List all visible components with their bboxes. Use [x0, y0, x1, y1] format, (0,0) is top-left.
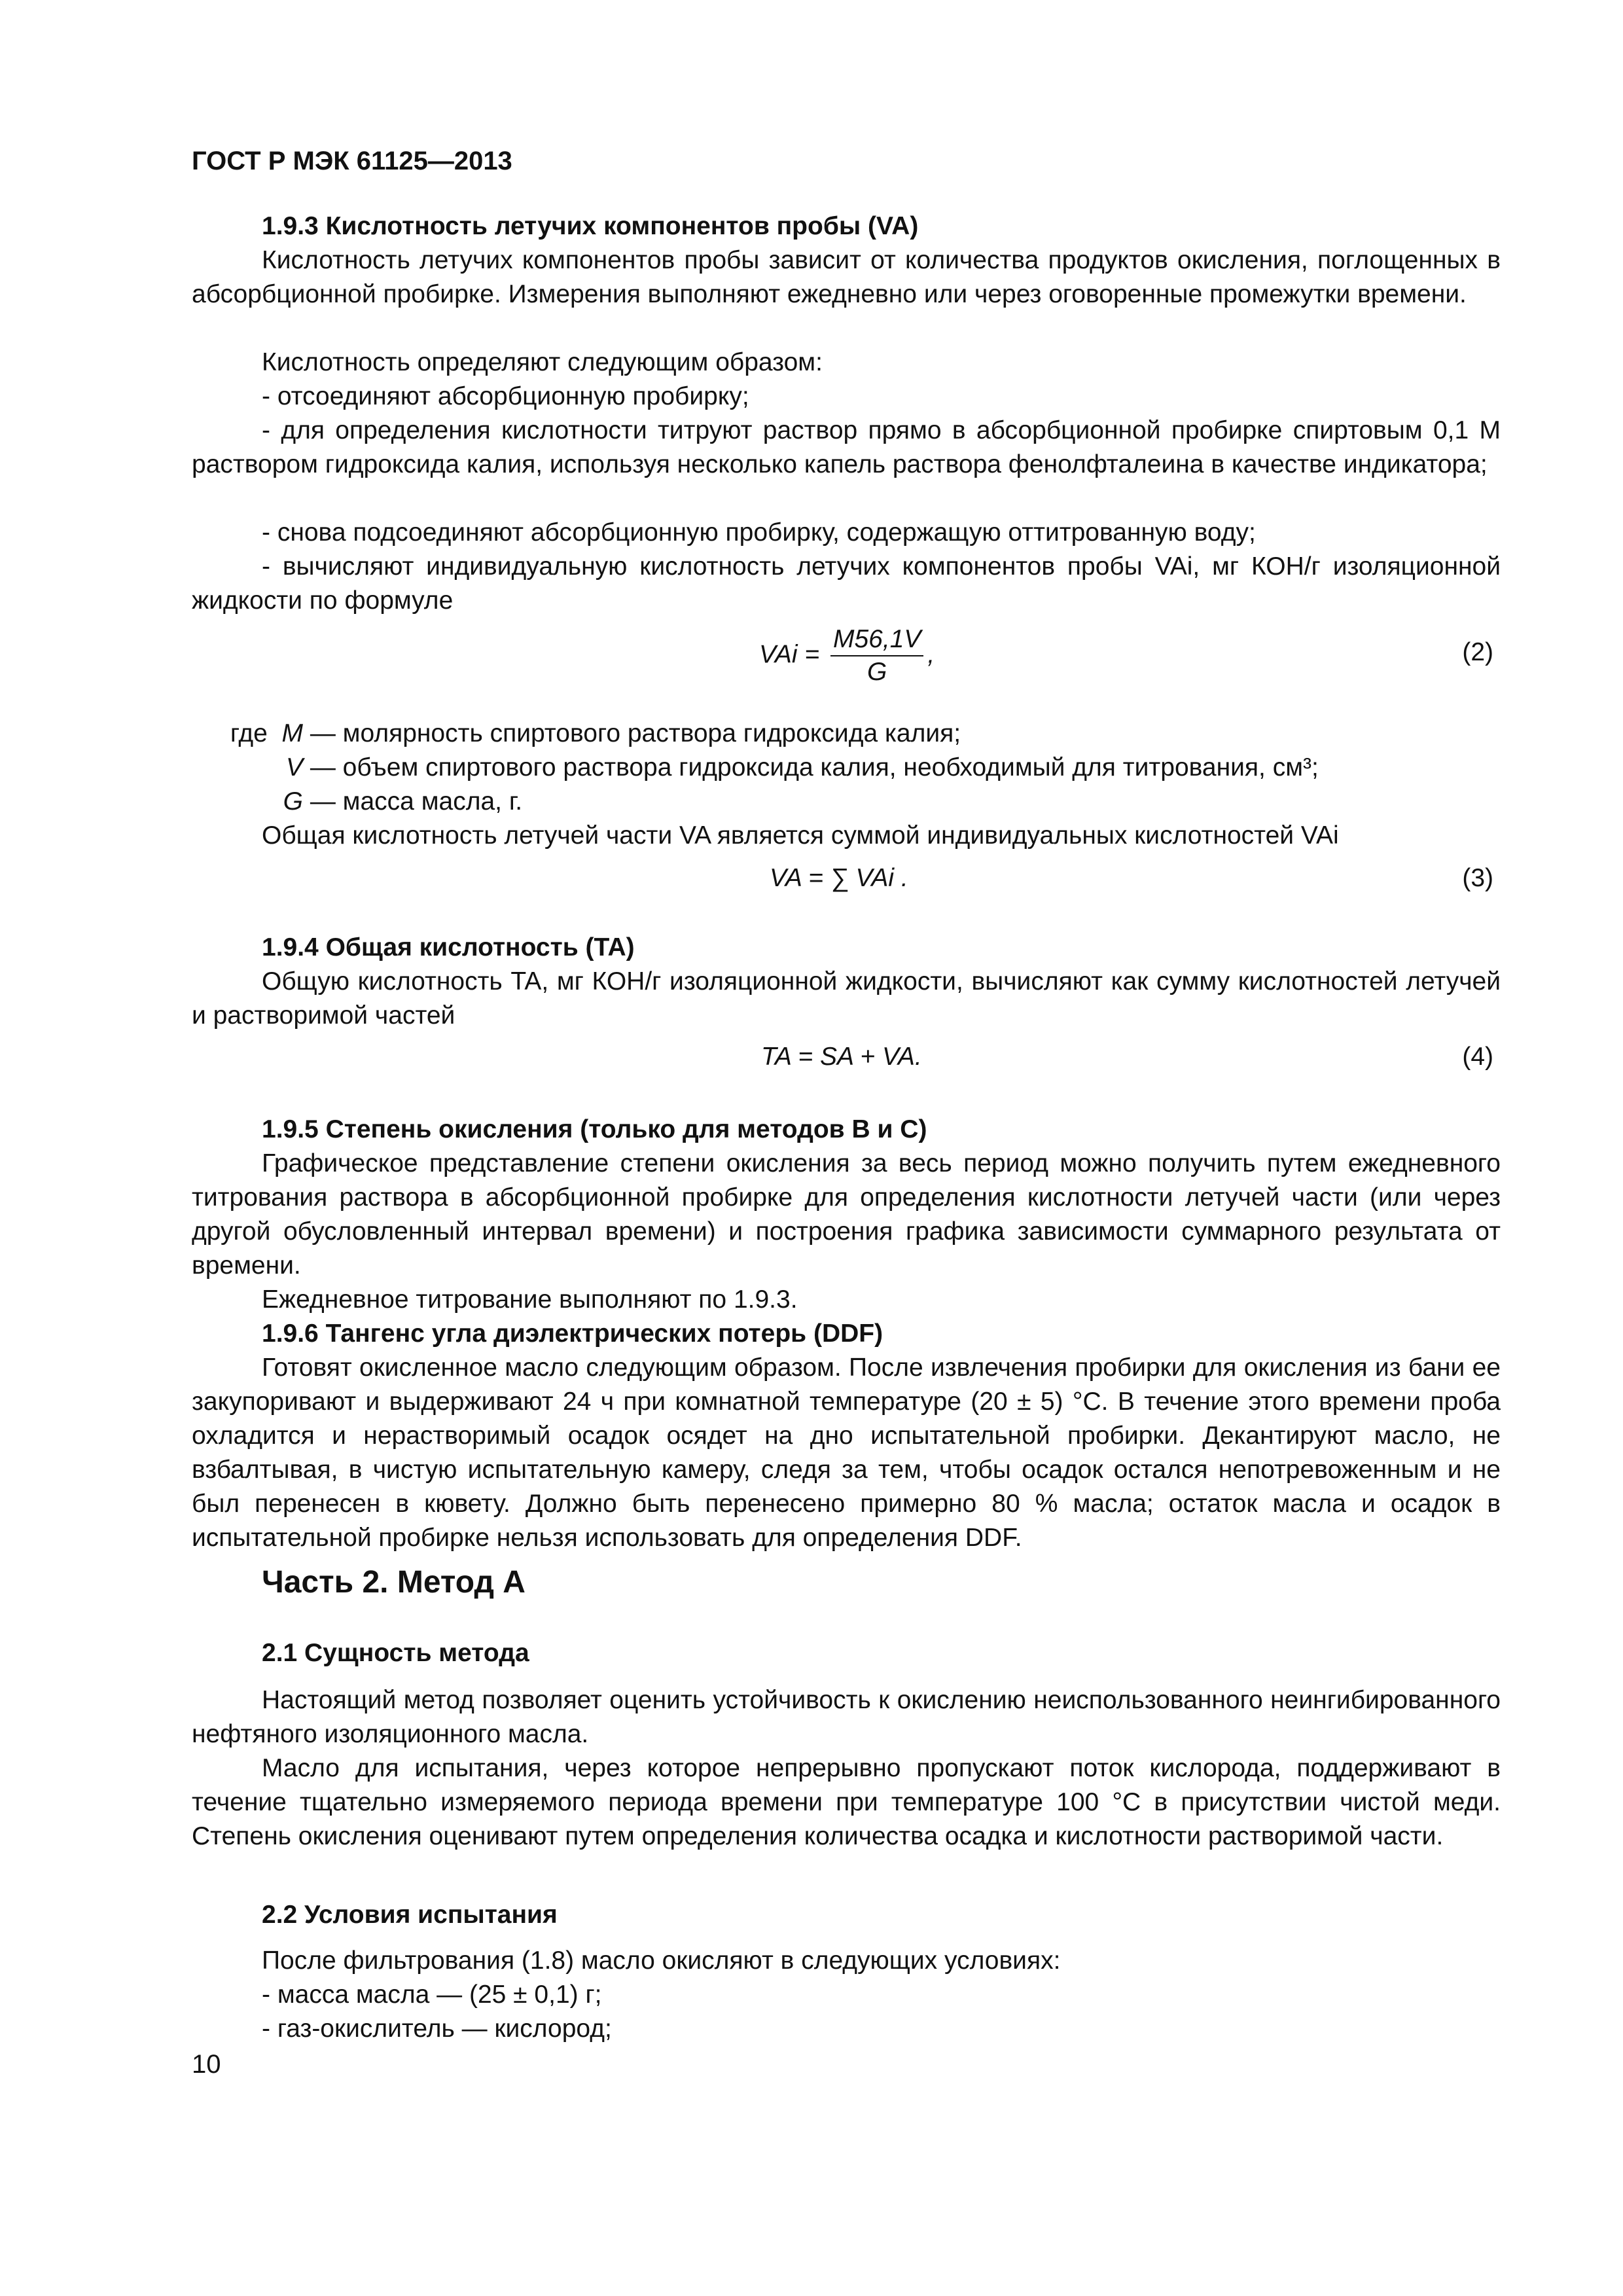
paragraph: Готовят окисленное масло следующим образом. После извлечения пробирки для окисления из бани ее закупоривают и выдерживают 24 ч при комнатной температуре (20 ± 5) °С. В течение этого времени проба охладится и нерастворимый осадок осядет на дно испытательной пробирки. Декантируют масло, не взбалтывая, в чистую испытательную камеру, следя за тем, чтобы осадок остался непотревоженным и не был перенесен в кювету. Должно быть перенесено примерно 80 % масла; остаток масла и осадок в испытательной пробирке нельзя использовать для определения DDF. — [192, 1354, 1501, 1552]
paragraph: Общая кислотность летучей части VA является суммой индивидуальных кислотностей VAi — [262, 821, 1339, 850]
definition-prefix: где — [230, 719, 268, 747]
page-number: 10 — [192, 2050, 221, 2079]
formula-tail: , — [927, 640, 935, 669]
definition-row — [192, 785, 1319, 819]
formula-number: (4) — [1462, 1043, 1493, 1071]
paragraph: После фильтрования (1.8) масло окисляют в следующих условиях: — [262, 1946, 1061, 1975]
section-heading-2-2: 2.2 Условия испытания — [262, 1901, 558, 1929]
definition-text: — молярность спиртового раствора гидроксида калия; — [310, 719, 961, 747]
section-heading-1-9-6: 1.9.6 Тангенс угла диэлектрических потерь (DDF) — [262, 1319, 883, 1348]
part-title: Часть 2. Метод А — [262, 1565, 526, 1600]
formula-2 — [759, 625, 935, 687]
formula-lhs: VAi = — [759, 640, 820, 669]
document-header: ГОСТ Р МЭК 61125—2013 — [192, 147, 512, 175]
formula-3: VA = ∑ VAi . — [770, 864, 908, 892]
paragraph: Ежедневное титрование выполняют по 1.9.3. — [262, 1285, 798, 1314]
section-heading-1-9-5: 1.9.5 Степень окисления (только для методов В и С) — [262, 1115, 927, 1143]
formula-fraction — [830, 625, 923, 687]
list-item: - снова подсоединяют абсорбционную пробирку, содержащую оттитрованную воду; — [262, 518, 1256, 547]
formula-number: (2) — [1462, 638, 1493, 666]
paragraph: Настоящий метод позволяет оценить устойчивость к окислению неиспользованного неингибированного нефтяного изоляционного масла. — [192, 1686, 1501, 1748]
paragraph: Кислотность летучих компонентов пробы зависит от количества продуктов окисления, поглощенных в абсорбционной пробирке. Измерения выполняют ежедневно или через оговоренные промежутки времени. — [192, 246, 1501, 308]
paragraph: Общую кислотность TA, мг КОН/г изоляционной жидкости, вычисляют как сумму кислотностей летучей и растворимой частей — [192, 967, 1501, 1030]
formula-numerator: M56,1V — [830, 625, 923, 656]
definition-symbol: M — [281, 719, 303, 747]
list-item: - газ-окислитель — кислород; — [262, 2015, 612, 2043]
section-heading-2-1: 2.1 Сущность метода — [262, 1639, 529, 1667]
list-item: - вычисляют индивидуальную кислотность летучих компонентов пробы VAi, мг КОН/г изоляционной жидкости по формуле — [192, 552, 1501, 615]
paragraph: Графическое представление степени окисления за весь период можно получить путем ежедневного титрования раствора в абсорбционной пробирке для определения кислотности летучей части (или через другой обусловленный интервал времени) и построения графика зависимости суммарного результата от времени. — [192, 1149, 1501, 1280]
section-heading-1-9-4: 1.9.4 Общая кислотность (TA) — [262, 933, 635, 961]
list-item: - отсоединяют абсорбционную пробирку; — [262, 382, 749, 410]
formula-number: (3) — [1462, 864, 1493, 892]
definition-row — [192, 717, 1319, 751]
list-item: - для определения кислотности титруют раствор прямо в абсорбционной пробирке спиртовым 0,1 М раствором гидроксида калия, используя несколько капель раствора фенолфталеина в качестве индикатора; — [192, 416, 1501, 478]
definition-symbol: V — [285, 753, 303, 781]
definition-text: — масса масла, г. — [310, 787, 523, 816]
section-heading-1-9-3: 1.9.3 Кислотность летучих компонентов пробы (VA) — [262, 212, 919, 240]
paragraph: Масло для испытания, через которое непрерывно пропускают поток кислорода, поддерживают в течение тщательно измеряемого периода времени при температуре 100 °С в присутствии чистой меди. Степень окисления оценивают путем определения количества осадка и кислотности растворимой части. — [192, 1754, 1501, 1850]
definition-symbol: G — [283, 787, 303, 816]
list-item: - масса масла — (25 ± 0,1) г; — [262, 1981, 602, 2009]
definitions-list — [192, 717, 1319, 819]
formula-denominator: G — [867, 658, 887, 686]
definition-text: — объем спиртового раствора гидроксида калия, необходимый для титрования, см³; — [310, 753, 1319, 781]
definition-row — [192, 751, 1319, 785]
formula-4: TA = SA + VA. — [761, 1043, 922, 1071]
paragraph: Кислотность определяют следующим образом: — [262, 348, 823, 376]
